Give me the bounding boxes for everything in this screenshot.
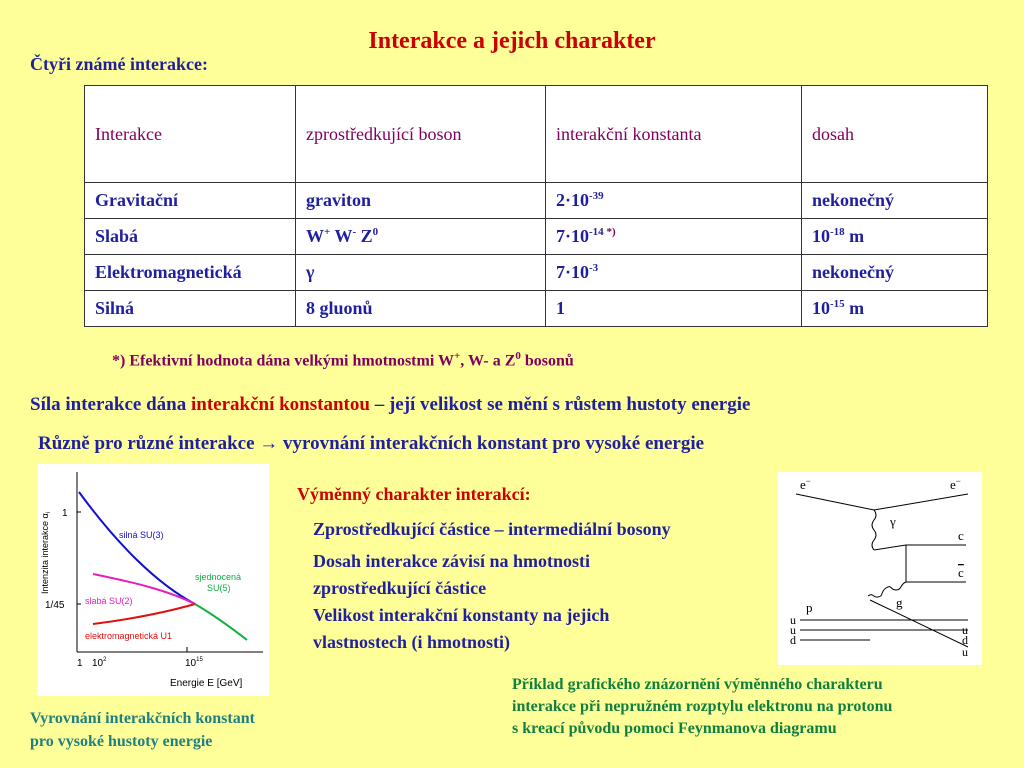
label-g: g bbox=[896, 595, 903, 610]
label-e-in: e− bbox=[800, 476, 811, 492]
cell-interakce: Silná bbox=[85, 291, 296, 327]
quark-in-label: d bbox=[790, 633, 796, 647]
plot-ylabel: Intenzita interakce $\alpha_i$ bbox=[40, 511, 52, 594]
table-row bbox=[85, 291, 988, 327]
section-subtitle: Čtyři známé interakce: bbox=[30, 54, 208, 74]
label-p: p bbox=[806, 600, 813, 615]
header-interakce: Interakce bbox=[85, 86, 296, 183]
exchange-line: Zprostředkující částice – intermediální bosony bbox=[313, 519, 671, 539]
cell-interakce: Slabá bbox=[85, 219, 296, 255]
cell-boson: W+ W- $Z^0$ bbox=[296, 219, 546, 255]
quark-out-label: u bbox=[962, 645, 968, 659]
table-row bbox=[85, 183, 988, 219]
cell-konstanta: $7\cdot 10^{-3}$ bbox=[546, 255, 802, 291]
cell-dosah: $10^{-15}$ m bbox=[802, 291, 988, 327]
exchange-section bbox=[297, 484, 671, 656]
strong-curve bbox=[79, 492, 195, 604]
unified-label-sub: SU(5) bbox=[207, 583, 231, 593]
em-label: elektromagnetická U1 bbox=[85, 631, 173, 641]
header-boson: zprostředkující boson bbox=[296, 86, 546, 183]
table-footnote: *) Efektivní hodnota dána velkými hmotnostmi W+, W- a $Z^0$ bosonů bbox=[112, 350, 574, 370]
ytick-label: 1/45 bbox=[45, 600, 65, 611]
xtick-label: $10^{15}$ bbox=[185, 657, 203, 669]
cell-boson: γ bbox=[296, 255, 546, 291]
coupling-statement: Síla interakce dána interakční konstantou – její velikost se mění s růstem hustoty energie bbox=[30, 394, 751, 415]
quark-out-label: d bbox=[962, 633, 968, 647]
unification-statement: Různě pro různé interakce → vyrovnání interakčních konstant pro vysoké energie bbox=[38, 433, 705, 454]
cell-interakce: Gravitační bbox=[85, 183, 296, 219]
plot-caption: Vyrovnání interakčních konstant pro vysoké hustoty energie bbox=[30, 710, 255, 750]
photon-vertex bbox=[874, 545, 906, 550]
interactions-table bbox=[84, 85, 988, 327]
quark-in-label: u bbox=[790, 613, 796, 627]
label-gamma: γ bbox=[890, 514, 896, 529]
xtick-label: $10^2$ bbox=[92, 657, 107, 669]
em-curve bbox=[93, 604, 195, 624]
footnote-marker: *) bbox=[603, 226, 616, 238]
cell-boson: graviton bbox=[296, 183, 546, 219]
table-row bbox=[85, 219, 988, 255]
quark-in-label: u bbox=[790, 623, 796, 637]
plot-xlabel: Energie E [GeV] bbox=[170, 678, 243, 689]
feynman-caption: Příklad grafického znázornění výměnného charakteru interakce při nepružném rozptylu elektronu na protonu s kreací původu pomoci Feynmanova diagramu bbox=[512, 676, 893, 737]
exchange-line: vlastnostech (i hmotnosti) bbox=[313, 632, 510, 652]
ytick-label: 1 bbox=[62, 508, 68, 519]
xtick-label: 1 bbox=[77, 658, 83, 669]
page-title: Interakce a jejich charakter bbox=[368, 28, 656, 54]
table-header-row bbox=[85, 86, 988, 183]
cell-dosah: $10^{-18}$ m bbox=[802, 219, 988, 255]
electron-in-line bbox=[796, 494, 874, 510]
exchange-line: zprostředkující částice bbox=[313, 578, 487, 598]
cell-boson: 8 gluonů bbox=[296, 291, 546, 327]
exchange-heading: Výměnný charakter interakcí: bbox=[297, 484, 531, 504]
electron-out-line bbox=[874, 494, 968, 510]
scattered-quark-line bbox=[870, 600, 968, 647]
exchange-line: Dosah interakce závisí na hmotnosti bbox=[313, 551, 591, 571]
header-konstanta: interakční konstanta bbox=[546, 86, 802, 183]
unified-curve bbox=[195, 604, 247, 640]
photon-line bbox=[872, 510, 876, 550]
feynman-svg bbox=[778, 472, 982, 665]
cell-interakce: Elektromagnetická bbox=[85, 255, 296, 291]
cell-dosah: nekonečný bbox=[802, 183, 988, 219]
label-e-out: e− bbox=[950, 476, 961, 492]
weak-label: slabá SU(2) bbox=[85, 596, 133, 606]
coupling-plot bbox=[37, 464, 269, 696]
label-cbar: c bbox=[958, 565, 964, 580]
cell-konstanta: $7\cdot 10^{-14}$ *) bbox=[546, 219, 802, 255]
quark-out-label: u bbox=[962, 623, 968, 637]
cell-dosah: nekonečný bbox=[802, 255, 988, 291]
exchange-line: Velikost interakční konstanty na jejich bbox=[313, 605, 610, 625]
cell-konstanta: $2\cdot 10^{-39}$ bbox=[546, 183, 802, 219]
coupling-plot-svg bbox=[37, 464, 269, 696]
label-c: c bbox=[958, 528, 964, 543]
table-row bbox=[85, 255, 988, 291]
unified-label: sjednocená bbox=[195, 572, 242, 582]
cell-konstanta: 1 bbox=[546, 291, 802, 327]
strong-label: silná SU(3) bbox=[119, 530, 164, 540]
header-dosah: dosah bbox=[802, 86, 988, 183]
feynman-diagram bbox=[778, 472, 982, 665]
highlight-term: interakční konstantou bbox=[190, 394, 370, 415]
